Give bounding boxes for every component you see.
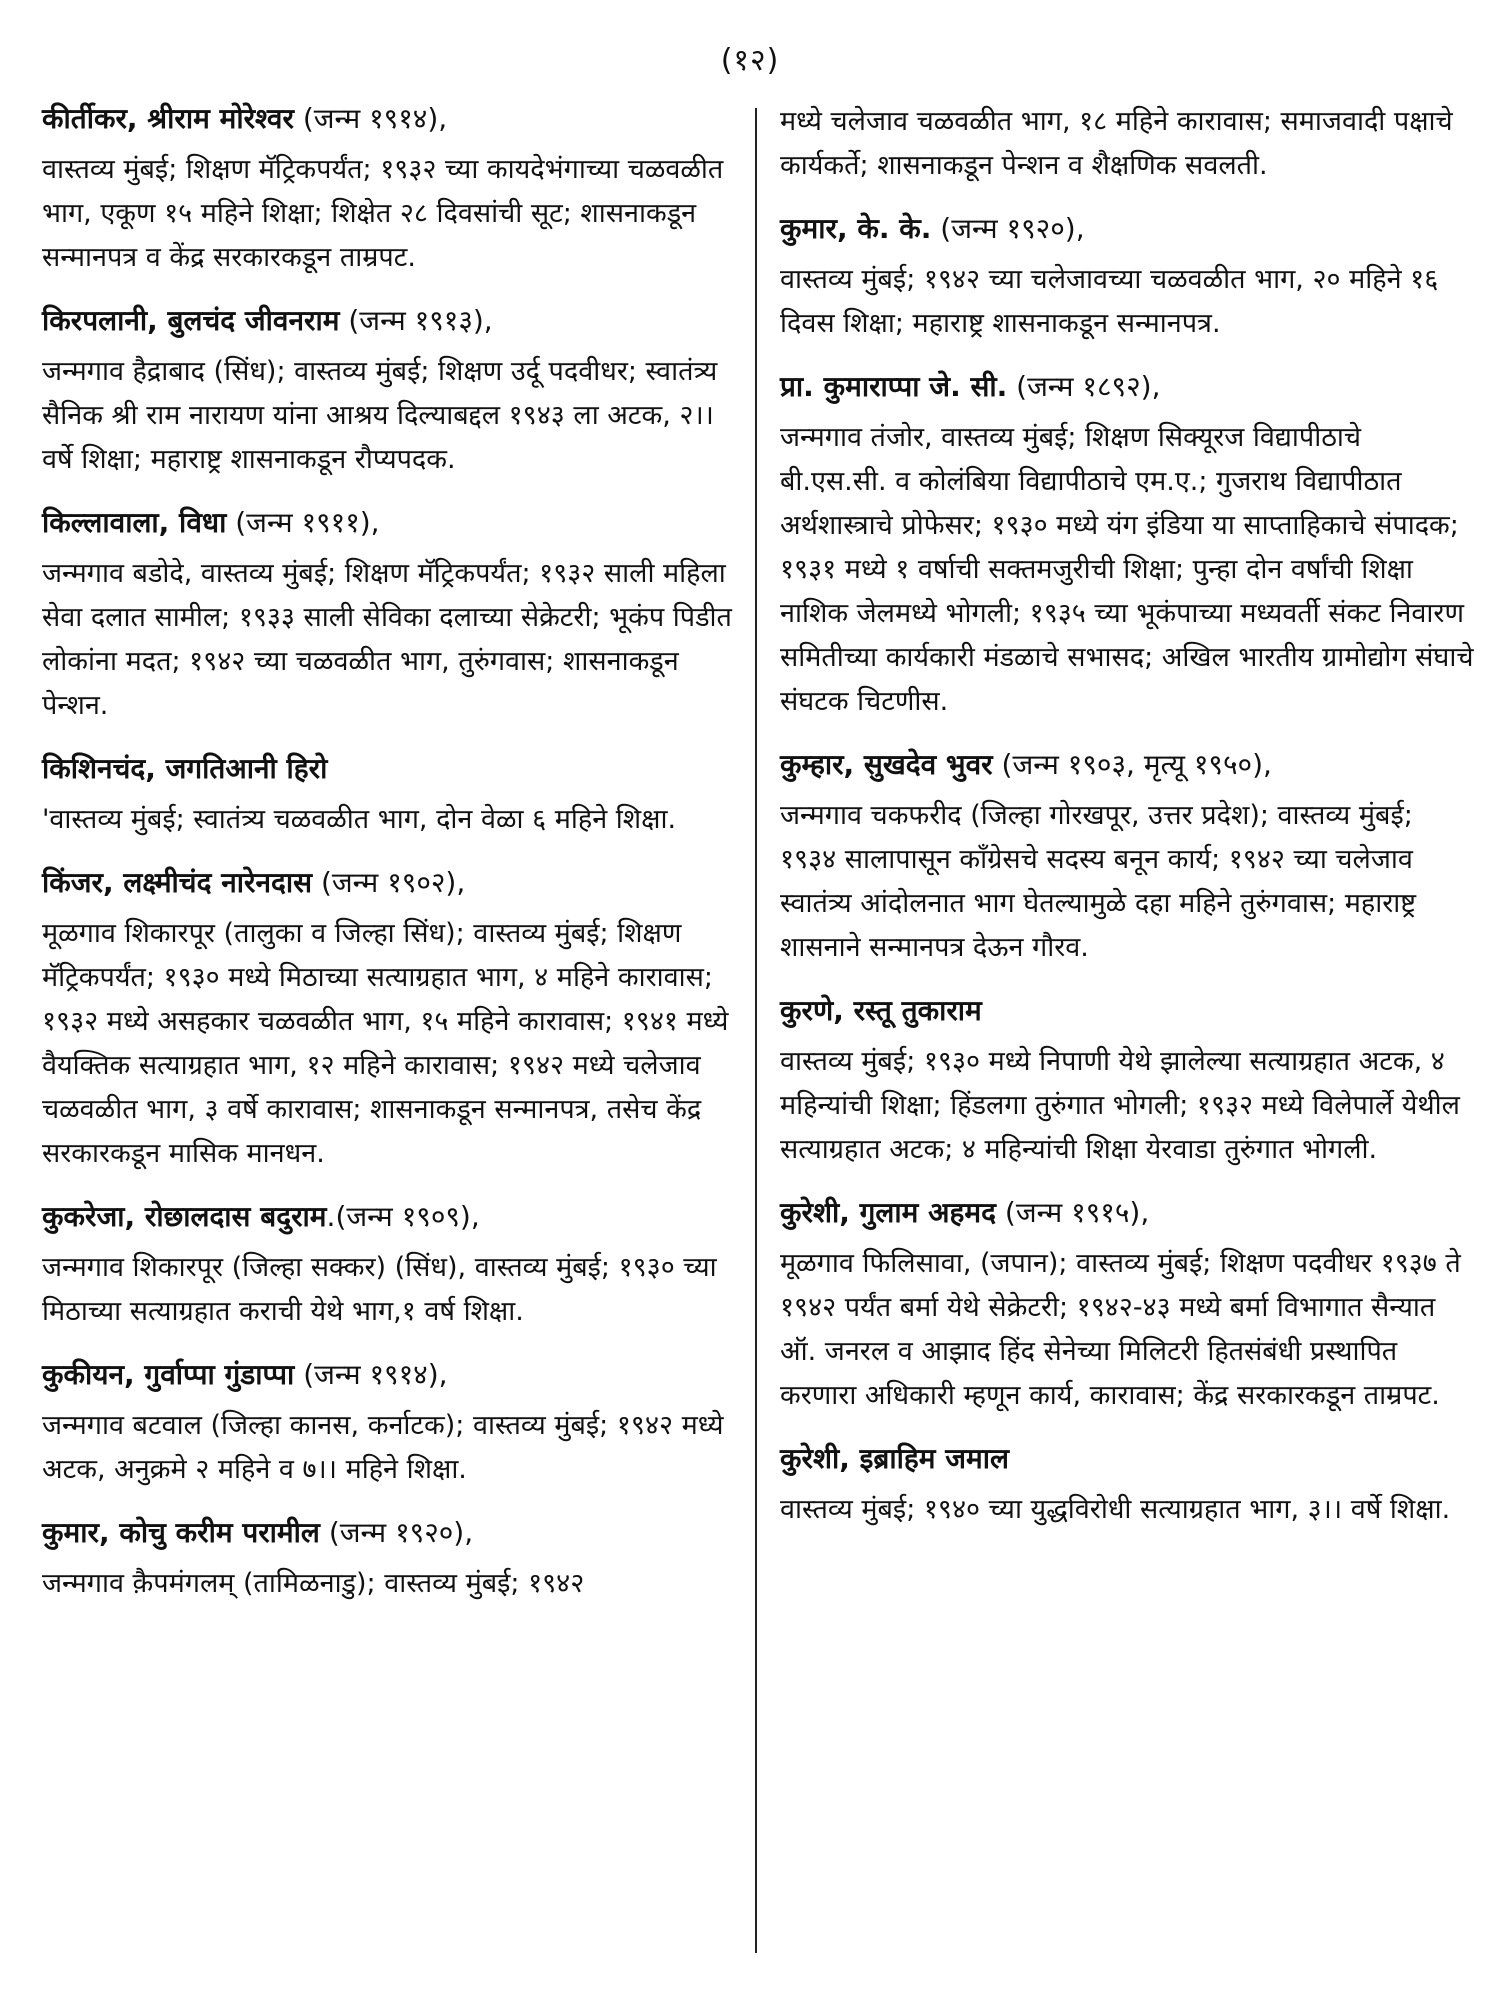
entry-body: जन्मगाव तंजोर, वास्तव्य मुंबई; शिक्षण सिक्यूरज विद्यापीठाचे बी.एस.सी. व कोलंबिया विद्यापीठाचे एम.ए.; गुजराथ विद्यापीठात अर्थशास्त्राचे प्रोफेसर; १९३० मध्ये यंग इंडिया या साप्ताहिकाचे संपादक; १९३१ मध्ये १ वर्षाची सक्तमजुरीची शिक्षा; पुन्हा दोन वर्षांची शिक्षा नाशिक जेलमध्ये भोगली; १९३५ च्या भूकंपाच्या मध्यवर्ती संकट निवारण समितीच्या कार्यकारी मंडळाचे सभासद; अखिल भारतीय ग्रामोद्योग संघाचे संघटक चिटणीस. [780,422,1474,717]
entry-kureshi-ibrahim [780,1440,1475,1532]
entry-kishinchand [42,750,737,842]
entry-birth: (जन्म १९१४), [294,1358,448,1391]
entry-name: कुकीयन, गुर्वाप्पा गुंडाप्पा [42,1358,295,1391]
entry-birth: .(जन्म १९०९), [326,1200,480,1233]
entry-birth: (जन्म १९०२), [312,866,466,899]
entry-kinjar [42,864,737,1176]
entry-body: जन्मगाव बडोदे, वास्तव्य मुंबई; शिक्षण मॅट्रिकपर्यंत; १९३२ साली महिला सेवा दलात सामील; १९३३ साली सेविका दलाच्या सेक्रेटरी; भूकंप पिडीत लोकांना मदत; १९४२ च्या चळवळीत भाग, तुरुंगवास; शासनाकडून पेन्शन. [42,558,732,721]
entry-name: किशिनचंद, जगतिआनी हिरो [42,752,328,785]
entry-kureshi-gulam [780,1194,1475,1418]
entry-body: वास्तव्य मुंबई; १९४० च्या युद्धविरोधी सत्याग्रहात भाग, ३।। वर्षे शिक्षा. [780,1494,1451,1525]
entry-body: मूळगाव फिलिसावा, (जपान); वास्तव्य मुंबई; शिक्षण पदवीधर १९३७ ते १९४२ पर्यंत बर्मा येथे सेक्रेटरी; १९४२-४३ मध्ये बर्मा विभागात सैन्यात ऑ. जनरल व आझाद हिंद सेनेच्या मिलिटरी हितसंबंधी प्रस्थापित करणारा अधिकारी म्हणून कार्य, कारावास; केंद्र सरकारकडून ताम्रपट. [780,1248,1461,1411]
right-column [780,100,1475,1554]
entry-birth: (जन्म १९१३), [339,304,493,337]
entry-name: कुमार, कोचु करीम परामील [42,1516,320,1549]
entry-name: किंजर, लक्ष्मीचंद नारेनदास [42,866,313,899]
entry-name: कुम्हार, सुखदेव भुवर [780,748,993,781]
entry-birth: (जन्म १९०३, मृत्यू १९५०), [992,748,1272,781]
entry-name: किरपलानी, बुलचंद जीवनराम [42,304,340,337]
entry-kumhar [780,746,1475,970]
entry-kumar-kk [780,210,1475,346]
entry-birth: (जन्म १९११), [226,506,380,539]
entry-name: किल्लावाला, विधा [42,506,227,539]
entry-name: कुरणे, रस्तू तुकाराम [780,994,982,1027]
entry-body: जन्मगाव हैद्राबाद (सिंध); वास्तव्य मुंबई; शिक्षण उर्दू पदवीधर; स्वातंत्र्य सैनिक श्री राम नारायण यांना आश्रय दिल्याबद्दल १९४३ ला अटक, २।। वर्षे शिक्षा; महाराष्ट्र शासनाकडून रौप्यपदक. [42,356,718,475]
continuation-text: मध्ये चलेजाव चळवळीत भाग, १८ महिने कारावास; समाजवादी पक्षाचे कार्यकर्ते; शासनाकडून पेन्शन व शैक्षणिक सवलती. [780,106,1453,181]
entry-name: प्रा. कुमाराप्पा जे. सी. [780,370,1008,403]
entry-name: कुरेशी, गुलाम अहमद [780,1196,996,1229]
left-column [42,100,737,1628]
entry-birth: (जन्म १९२०), [319,1516,474,1549]
entry-birth: (जन्म १९२०), [931,212,1085,245]
entry-killawala [42,504,737,728]
entry-body: वास्तव्य मुंबई; १९३० मध्ये निपाणी येथे झालेल्या सत्याग्रहात अटक, ४ महिन्यांची शिक्षा; हिंडलगा तुरुंगात भोगली; १९३२ मध्ये विलेपार्ले येथील सत्याग्रहात अटक; ४ महिन्यांची शिक्षा येरवाडा तुरुंगात भोगली. [780,1046,1460,1165]
entry-body: जन्मगाव बटवाल (जिल्हा कानस, कर्नाटक); वास्तव्य मुंबई; १९४२ मध्ये अटक, अनुक्रमे २ महिने व ७।। महिने शिक्षा. [42,1410,724,1485]
entry-body: वास्तव्य मुंबई; शिक्षण मॅट्रिकपर्यंत; १९३२ च्या कायदेभंगाच्या चळवळीत भाग, एकूण १५ महिने शिक्षा; शिक्षेत २८ दिवसांची सूट; शासनाकडून सन्मानपत्र व केंद्र सरकारकडून ताम्रपट. [42,154,724,273]
entry-name: कुकरेजा, रोछालदास बदुराम [42,1200,327,1233]
entry-kukiyan [42,1356,737,1492]
entry-body: वास्तव्य मुंबई; १९४२ च्या चलेजावच्या चळवळीत भाग, २० महिने १६ दिवस शिक्षा; महाराष्ट्र शासनाकडून सन्मानपत्र. [780,264,1439,339]
entry-body: जन्मगाव शिकारपूर (जिल्हा सक्कर) (सिंध), वास्तव्य मुंबई; १९३० च्या मिठाच्या सत्याग्रहात कराची येथे भाग,१ वर्ष शिक्षा. [42,1252,717,1327]
entry-kumarappa [780,368,1475,724]
entry-kurane [780,992,1475,1172]
entry-body: 'वास्तव्य मुंबई; स्वातंत्र्य चळवळीत भाग, दोन वेळा ६ महिने शिक्षा. [42,804,677,835]
entry-kirpalani [42,302,737,482]
entry-birth: (जन्म १९१४), [293,102,448,135]
entry-body: मूळगाव शिकारपूर (तालुका व जिल्हा सिंध); वास्तव्य मुंबई; शिक्षण मॅट्रिकपर्यंत; १९३० मध्ये मिठाच्या सत्याग्रहात भाग, ४ महिने कारावास; १९३२ मध्ये असहकार चळवळीत भाग, १५ महिने कारावास; १९४१ मध्ये वैयक्तिक सत्याग्रहात भाग, १२ महिने कारावास; १९४२ मध्ये चलेजाव चळवळीत भाग, ३ वर्षे कारावास; शासनाकडून सन्मानपत्र, तसेच केंद्र सरकारकडून मासिक मानधन. [42,918,729,1169]
entry-name: कुमार, के. के. [780,212,932,245]
entry-name: कीर्तीकर, श्रीराम मोरेश्वर [42,102,294,135]
entry-name: कुरेशी, इब्राहिम जमाल [780,1442,1009,1475]
entry-body: जन्मगाव चकफरीद (जिल्हा गोरखपूर, उत्तर प्रदेश); वास्तव्य मुंबई; १९३४ सालापासून काँग्रेसचे सदस्य बनून कार्य; १९४२ च्या चलेजाव स्वातंत्र्य आंदोलनात भाग घेतल्यामुळे दहा महिने तुरुंगवास; महाराष्ट्र शासनाने सन्मानपत्र देऊन गौरव. [780,800,1417,963]
entry-birth: (जन्म १८९२), [1007,370,1161,403]
entry-body: जन्मगाव क़ैपमंगलम् (तामिळनाडु); वास्तव्य मुंबई; १९४२ [42,1568,585,1599]
entry-kukreja [42,1198,737,1334]
column-divider [755,108,757,1953]
entry-kirtikar [42,100,737,280]
entry-birth: (जन्म १९१५), [996,1196,1150,1229]
entry-kumar-kochu [42,1514,737,1606]
page-number: (१२) [720,43,780,78]
